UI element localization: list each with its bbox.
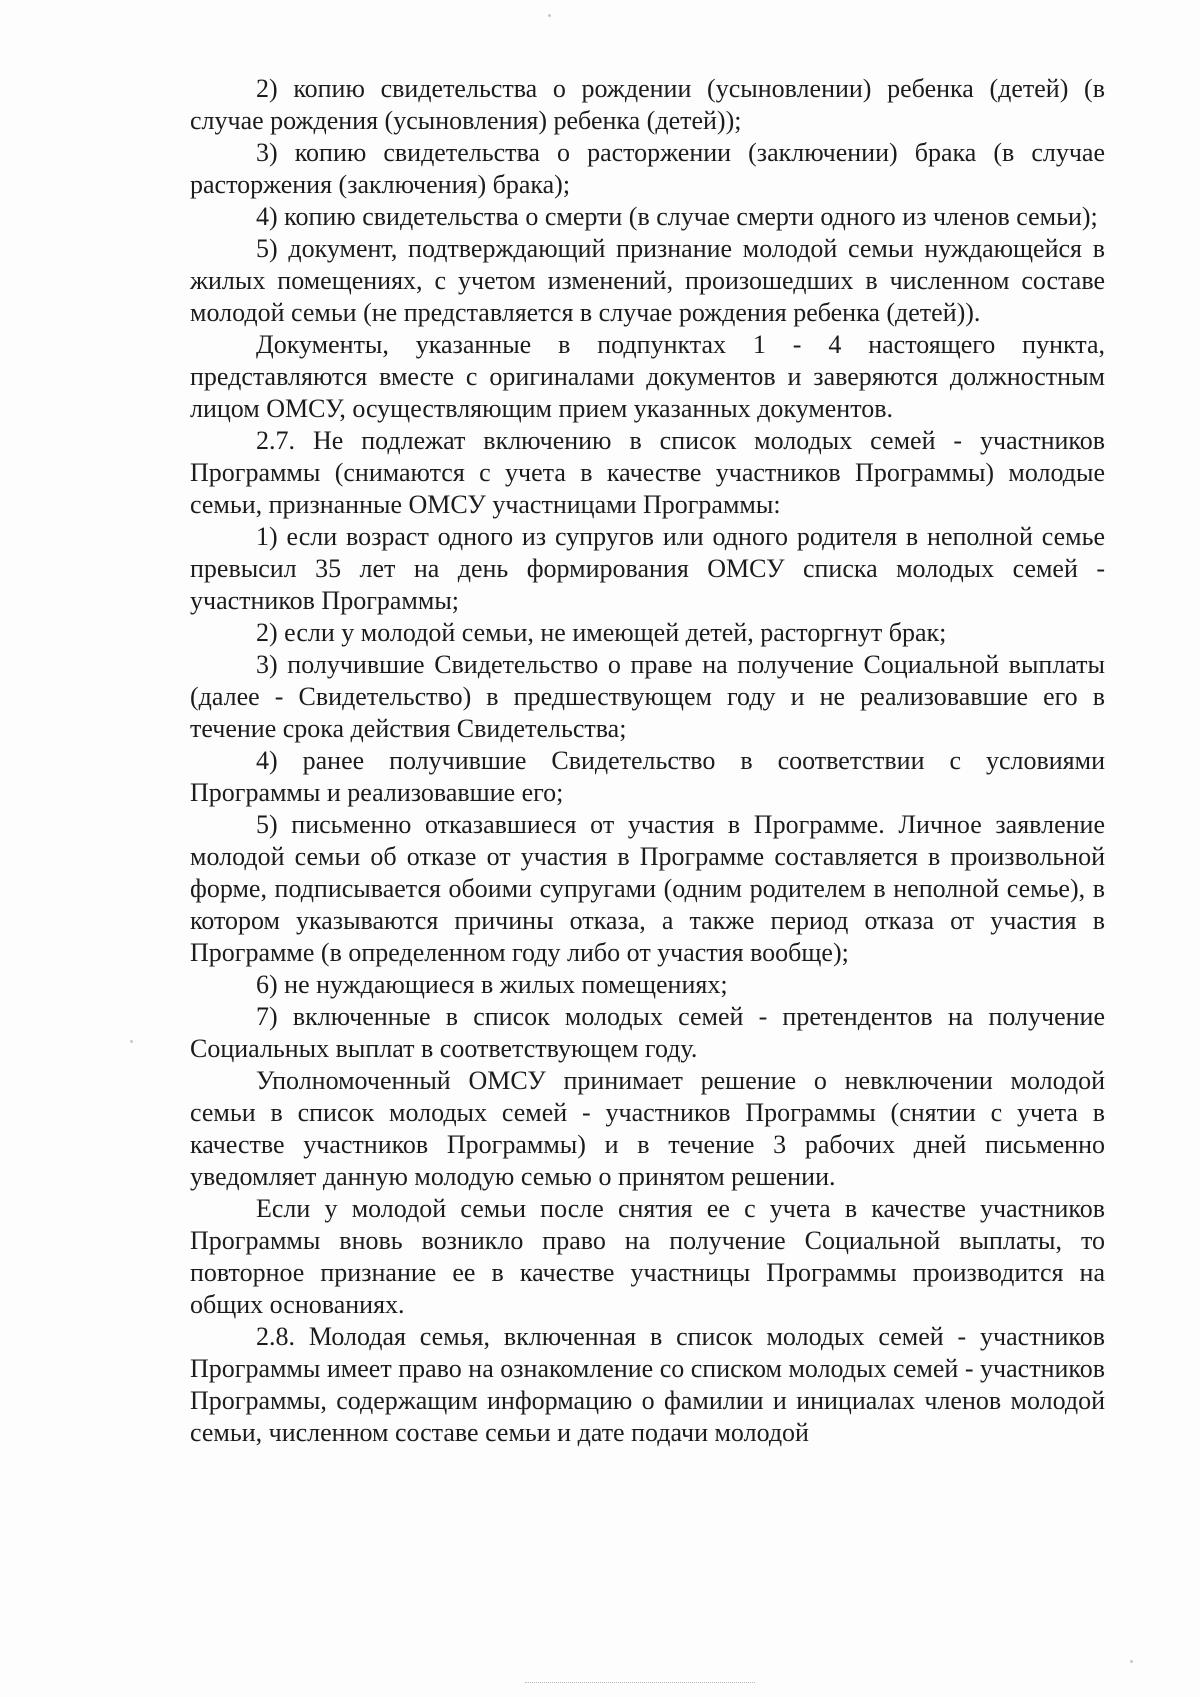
scan-speck <box>1130 1660 1133 1663</box>
paragraph-exclusion-7: 7) включенные в список молодых семей - претендентов на получение Социальных выплат в соответствующем году. <box>190 1002 1105 1063</box>
scan-speck <box>548 14 551 17</box>
paragraph-exclusion-6: 6) не нуждающиеся в жилых помещениях; <box>256 970 728 999</box>
paragraph-exclusion-1: 1) если возраст одного из супругов или одного родителя в неполной семье превысил 35 лет на день формирования ОМСУ списка молодых семей - участников Программы; <box>190 522 1105 615</box>
paragraph-re-admission: Если у молодой семьи после снятия ее с учета в качестве участников Программы вновь возникло право на получение Социальной выплаты, то повторное признание ее в качестве участницы Программы производится на общих основаниях. <box>190 1194 1105 1319</box>
paragraph-decision-notice: Уполномоченный ОМСУ принимает решение о невключении молодой семьи в список молодых семей - участников Программы (снятии с учета в качестве участников Программы) и в течение 3 рабочих дней письменно уведомляет данную молодую семью о принятом решении. <box>190 1066 1105 1191</box>
paragraph-section-2-8: 2.8. Молодая семья, включенная в список молодых семей - участников Программы имеет право на ознакомление со списком молодых семей - участников Программы, содержащим информацию о фамилии и инициалах членов молодой семьи, численном составе семьи и дате подачи молодой <box>190 1322 1105 1447</box>
paragraph-item-5-housing-need-document: 5) документ, подтверждающий признание молодой семьи нуждающейся в жилых помещениях, с учетом изменений, произошедших в численном составе молодой семьи (не представляется в случае рождения ребенка (детей)). <box>190 234 1105 327</box>
paragraph-exclusion-3: 3) получившие Свидетельство о праве на получение Социальной выплаты (далее - Свидетельство) в предшествующем году и не реализовавшие его в течение срока действия Свидетельства; <box>190 650 1105 743</box>
paragraph-exclusion-4: 4) ранее получившие Свидетельство в соответствии с условиями Программы и реализовавшие его; <box>190 746 1105 807</box>
paragraph-item-4-death-certificate: 4) копию свидетельства о смерти (в случае смерти одного из членов семьи); <box>256 202 1098 231</box>
paragraph-exclusion-2: 2) если у молодой семьи, не имеющей детей, расторгнут брак; <box>256 618 947 647</box>
paragraph-exclusion-5: 5) письменно отказавшиеся от участия в Программе. Личное заявление молодой семьи об отказе от участия в Программе составляется в произвольной форме, подписывается обоими супругами (одним родителем в неполной семье), в котором указываются причины отказа, а также период отказа от участия в Программе (в определенном году либо от участия вообще); <box>190 810 1105 967</box>
paragraph-section-2-7: 2.7. Не подлежат включению в список молодых семей - участников Программы (снимаются с учета в качестве участников Программы) молодые семьи, признанные ОМСУ участницами Программы: <box>190 426 1105 519</box>
document-body <box>190 73 1105 1449</box>
paragraph-documents-certification: Документы, указанные в подпунктах 1 - 4 настоящего пункта, представляются вместе с оригиналами документов и заверяются должностным лицом ОМСУ, осуществляющим прием указанных документов. <box>190 330 1105 423</box>
paragraph-item-2-birth-certificate: 2) копию свидетельства о рождении (усыновлении) ребенка (детей) (в случае рождения (усыновления) ребенка (детей)); <box>190 74 1105 135</box>
paragraph-item-3-divorce-certificate: 3) копию свидетельства о расторжении (заключении) брака (в случае расторжения (заключения) брака); <box>190 138 1105 199</box>
scan-speck <box>130 1040 133 1043</box>
scan-edge-mark <box>525 1682 755 1684</box>
